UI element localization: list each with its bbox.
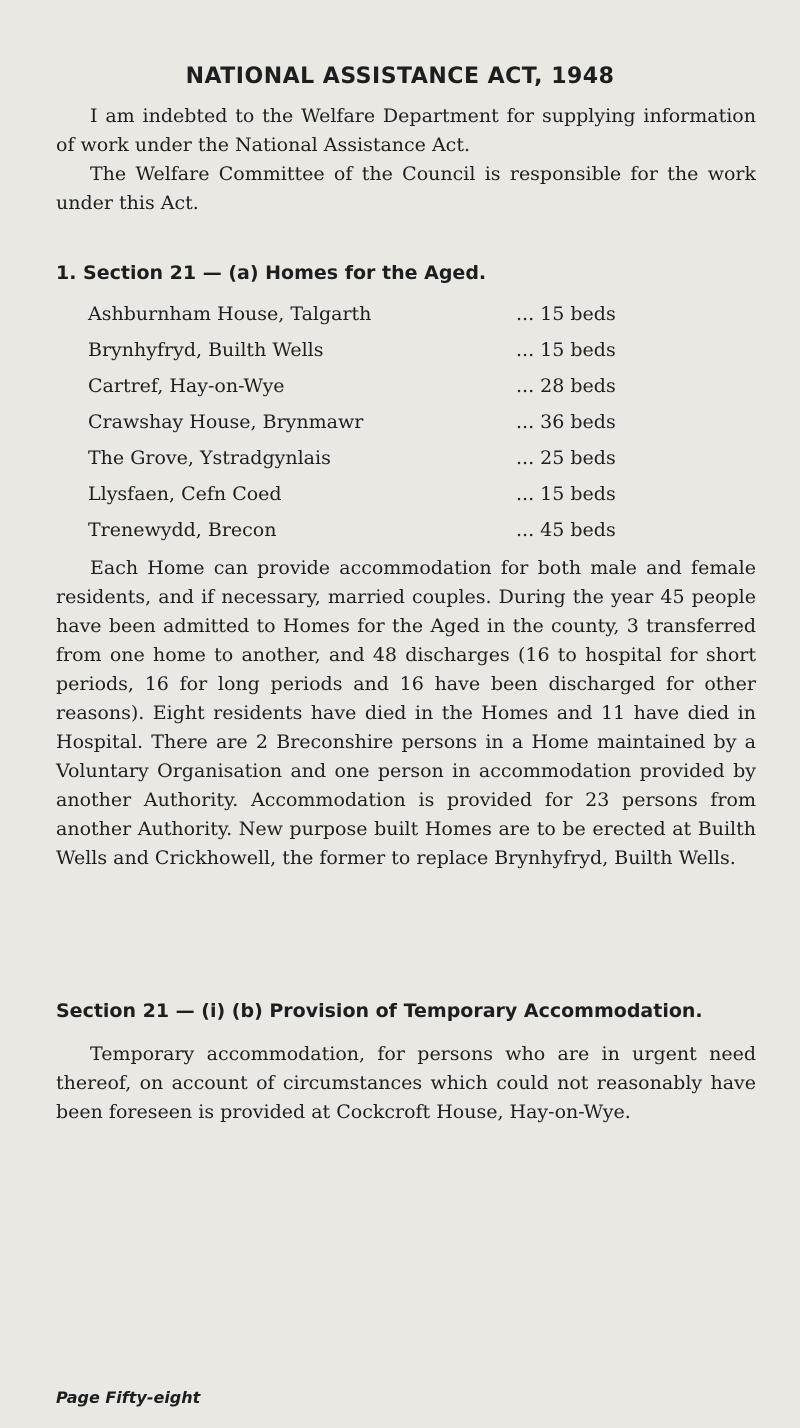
home-beds: ... 45 beds [516, 519, 616, 541]
page-title: NATIONAL ASSISTANCE ACT, 1948 [185, 64, 615, 89]
intro-paragraph-2: The Welfare Committee of the Council is responsible for the work under this Act. [56, 163, 756, 214]
list-item [88, 440, 768, 476]
home-beds: ... 15 beds [516, 303, 616, 325]
home-name: Trenewydd, Brecon [88, 519, 277, 541]
home-name: The Grove, Ystradgynlais [88, 447, 331, 469]
section-heading-homes-for-aged: 1. Section 21 — (a) Homes for the Aged. [56, 262, 487, 284]
home-beds: ... 28 beds [516, 375, 616, 397]
home-name: Cartref, Hay-on-Wye [88, 375, 285, 397]
section-heading-temporary-accommodation: Section 21 — (i) (b) Provision of Temporary Accommodation. [56, 1000, 703, 1022]
home-beds: ... 25 beds [516, 447, 616, 469]
list-item [88, 476, 768, 512]
list-item [88, 368, 768, 404]
list-item [88, 512, 768, 548]
intro-paragraph-1: I am indebted to the Welfare Department for supplying information of work under the National Assistance Act. [56, 105, 756, 156]
home-beds: ... 36 beds [516, 411, 616, 433]
home-name: Llysfaen, Cefn Coed [88, 483, 282, 505]
homes-list [88, 296, 768, 548]
list-item [88, 404, 768, 440]
home-beds: ... 15 beds [516, 483, 616, 505]
temporary-accommodation-paragraph: Temporary accommodation, for persons who are in urgent need thereof, on account of circumstances which could not reasonably have been foreseen is provided at Cockcroft House, Hay-on-Wye. [56, 1043, 756, 1123]
home-beds: ... 15 beds [516, 339, 616, 361]
homes-paragraph: Each Home can provide accommodation for both male and female residents, and if necessary, married couples. During the year 45 people have been admitted to Homes for the Aged in the county, 3 transferred from one home to another, and 48 discharges (16 to hospital for short periods, 16 for long periods and 16 have been discharged for other reasons). Eight residents have died in the Homes and 11 have died in Hospital. There are 2 Breconshire persons in a Home maintained by a Voluntary Organisation and one person in accommodation provided by another Authority. Accommodation is provided for 23 persons from another Authority. New purpose built Homes are to be erected at Builth Wells and Crickhowell, the former to replace Brynhyfryd, Builth Wells. [56, 557, 756, 869]
home-name: Brynhyfryd, Builth Wells [88, 339, 324, 361]
page-number: Page Fifty-eight [56, 1388, 201, 1407]
list-item [88, 296, 768, 332]
home-name: Crawshay House, Brynmawr [88, 411, 364, 433]
list-item [88, 332, 768, 368]
home-name: Ashburnham House, Talgarth [88, 303, 372, 325]
